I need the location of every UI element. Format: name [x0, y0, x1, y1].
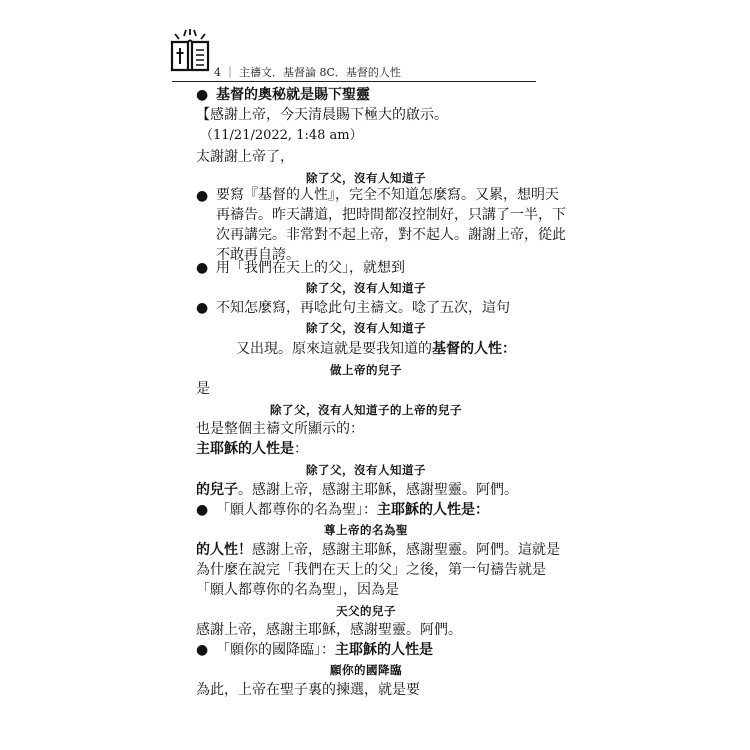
thanks-line: 感謝上帝，感謝主耶穌，感謝聖靈。阿們。: [196, 622, 462, 638]
jesus-humanity-label: 主耶穌的人性是: [196, 441, 294, 457]
bullet-icon: ●: [196, 188, 209, 204]
prayer-shows-line: 也是整個主禱文所顯示的：: [196, 421, 364, 437]
emphasis-phrase: 天父的兒子: [336, 604, 396, 618]
header-separator: ｜: [224, 66, 236, 79]
bullet-icon: ●: [196, 260, 209, 276]
bullet-icon: ●: [196, 502, 209, 518]
bullet-text-line: 要寫『基督的人性』，完全不知道怎麼寫。又累，想明天: [216, 187, 559, 203]
bullet-icon: ●: [196, 300, 209, 316]
thanks-line: 太謝謝上帝了，: [196, 149, 294, 165]
page-number: 4: [214, 66, 221, 79]
bullet-text-line: 不敢再自誇。: [216, 247, 300, 263]
colon: ：: [294, 441, 308, 457]
emphasis-phrase: 願你的國降臨: [330, 663, 402, 677]
timestamp: （11/21/2022, 1:48 am）: [200, 128, 363, 143]
bullet-text-line: 用「我們在天上的父」，就想到: [216, 260, 405, 276]
header-rule: [172, 81, 536, 82]
humanity-rest: 感謝上帝，感謝主耶穌，感謝聖靈。阿們。這就是: [252, 542, 560, 558]
kingdom-quote: 「願你的國降臨」：: [216, 642, 335, 658]
emphasis-phrase: 做上帝的兒子: [330, 363, 402, 377]
humanity-line: [196, 541, 560, 559]
bullet-icon: ●: [196, 642, 209, 658]
jesus-humanity-line: [196, 440, 308, 458]
emphasis-phrase: 除了父，沒有人知道子: [306, 321, 426, 335]
emphasis-phrase: 除了父，沒有人知道子: [306, 463, 426, 477]
is-line: 是: [196, 381, 210, 397]
humanity-label: 的人性！: [196, 542, 252, 558]
jesus-humanity-label: 主耶穌的人性是: [335, 642, 433, 658]
emphasis-phrase: 除了父，沒有人知道子的上帝的兒子: [270, 403, 462, 417]
son-label: 的兒子: [196, 482, 238, 498]
son-rest: 。感謝上帝，感謝主耶穌，感謝聖靈。阿們。: [238, 482, 518, 498]
why-line: 為什麼在說完「我們在天上的父」之後，第一句禱告就是: [196, 562, 546, 578]
intro-line: 【感謝上帝，今天清晨賜下極大的啟示。: [196, 107, 448, 123]
emphasis-phrase: 除了父，沒有人知道子: [306, 171, 426, 185]
appear-line: [236, 340, 516, 358]
son-line: [196, 481, 518, 499]
hallowed-quote: 「願人都尊你的名為聖」：: [216, 502, 377, 518]
bullet-text-line: [216, 500, 546, 520]
bullet-text-line: [216, 640, 546, 660]
emphasis-phrase: 尊上帝的名為聖: [324, 523, 408, 537]
header-title: 主禱文．基督論 8C．基督的人性: [239, 66, 401, 79]
emphasis-phrase: 除了父，沒有人知道子: [306, 281, 426, 295]
hallowed-line: 「願人都尊你的名為聖」，因為是: [196, 582, 399, 598]
section-heading: 基督的奧秘就是賜下聖靈: [216, 87, 370, 103]
running-header: [214, 66, 401, 80]
bullet-icon: ●: [196, 87, 209, 103]
last-line: 為此，上帝在聖子裏的揀選，就是要: [196, 682, 420, 698]
open-bible-icon: [168, 28, 212, 74]
humanity-label: 基督的人性：: [432, 341, 516, 357]
jesus-humanity-label: 主耶穌的人性是：: [377, 502, 489, 518]
bullet-text-line: 不知怎麼寫，再唸此句主禱文。唸了五次，這句: [216, 300, 510, 316]
bullet-text-line: 次再講完。非常對不起上帝，對不起人。謝謝上帝，從此: [216, 227, 566, 243]
appear-text: 又出現。原來這就是要我知道的: [236, 341, 432, 357]
bullet-text-line: 再禱告。昨天講道，把時間都沒控制好，只講了一半，下: [216, 207, 566, 223]
